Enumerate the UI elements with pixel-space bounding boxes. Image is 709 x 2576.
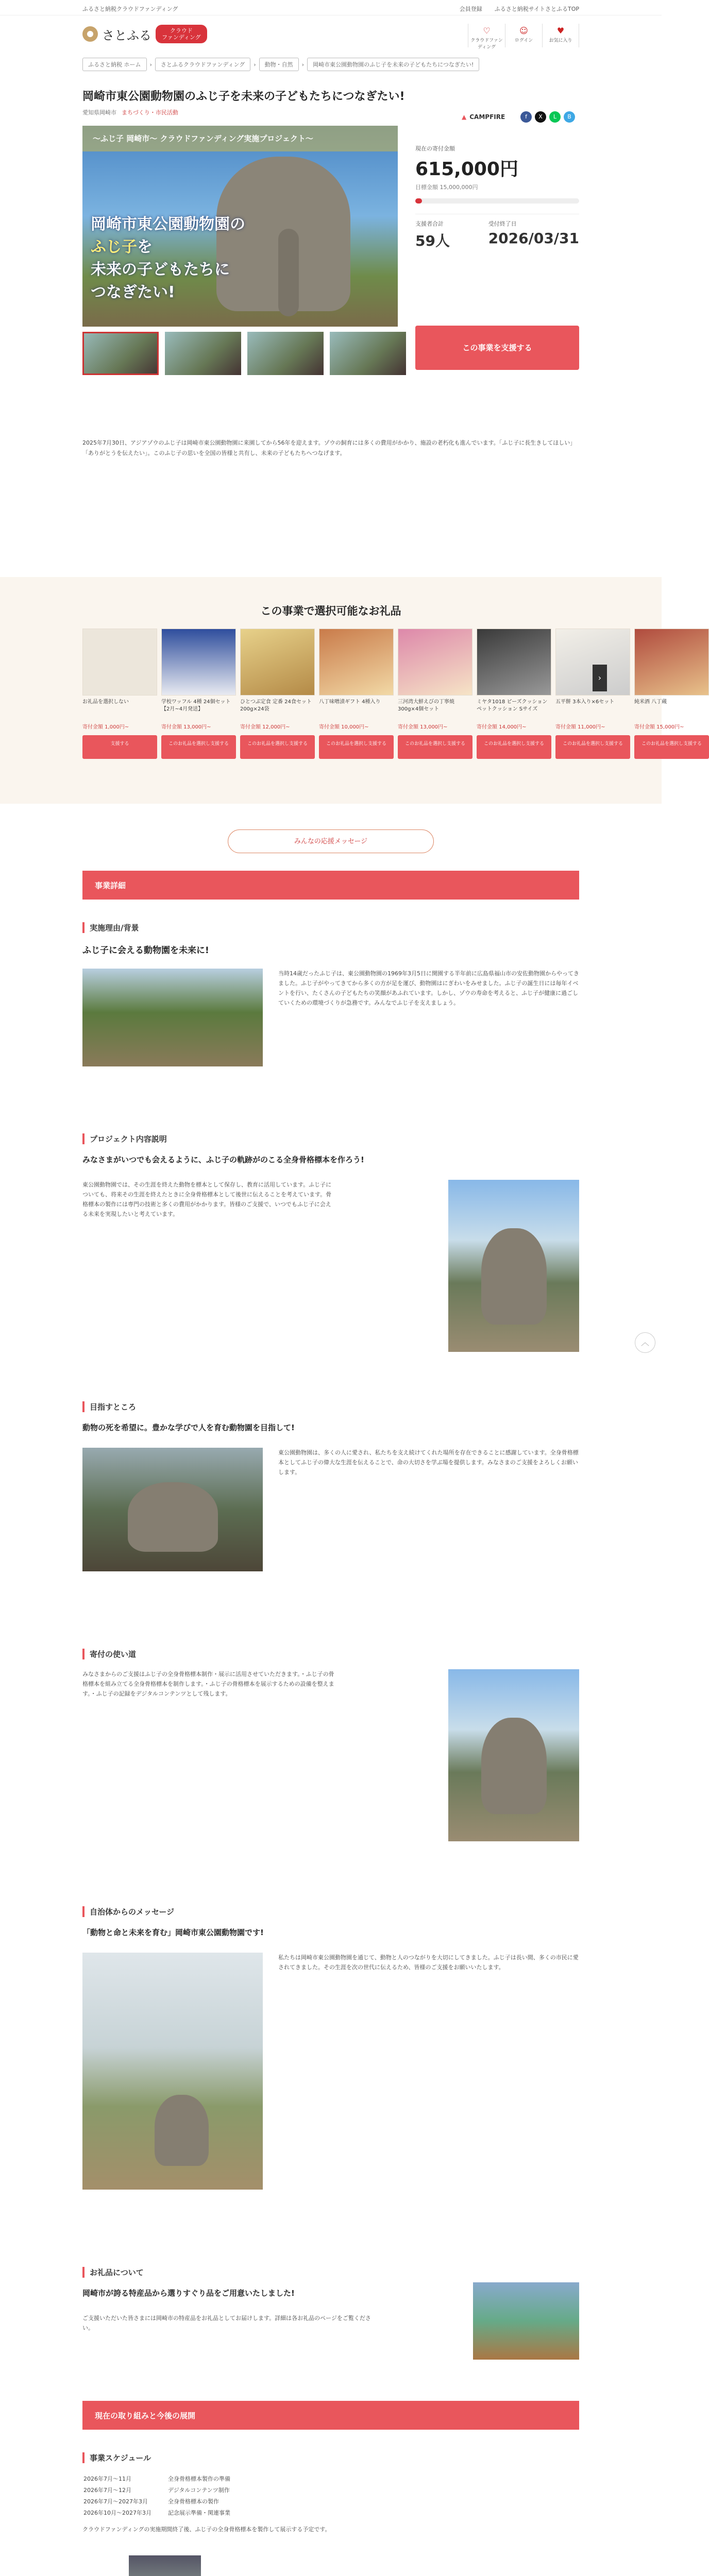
gift-price: 寄付金額 10,000円~	[319, 724, 369, 730]
page-title: 岡崎市東公園動物園のふじ子を未来の子どもたちにつなぎたい!	[82, 90, 405, 103]
schedule-date: 2026年7月～11月	[83, 2476, 131, 2482]
hero-caption	[91, 213, 245, 304]
nav-favorites[interactable]	[542, 24, 579, 47]
schedule-date: 2026年10月～2027年3月	[83, 2510, 151, 2516]
site-logo[interactable]	[82, 25, 207, 43]
category-tag[interactable]: まちづくり・市民活動	[122, 109, 178, 116]
gift-list	[82, 629, 709, 759]
gift-select-button[interactable]: このお礼品を選択し支援する	[477, 735, 551, 759]
gift-select-button[interactable]: このお礼品を選択し支援する	[398, 735, 472, 759]
platform-name: CAMPFIRE	[469, 113, 505, 121]
deadline-date: 2026/03/31	[488, 230, 579, 247]
schedule-photo	[129, 2555, 201, 2576]
gift-next-arrow[interactable]: ›	[593, 665, 607, 691]
gift-select-button[interactable]: このお礼品を選択し支援する	[161, 735, 236, 759]
hero-thumbnails	[82, 332, 406, 375]
hero-name: ふじ子	[91, 238, 137, 256]
satofull-top-link[interactable]: ふるさと納税サイトさとふるTOP	[494, 6, 579, 12]
hero-banner-text: 〜ふじ子 岡崎市〜 クラウドファンディング実施プロジェクト〜	[82, 126, 398, 151]
supporters-label: 支援者合計	[415, 221, 444, 227]
gift-price: 寄付金額 14,000円~	[477, 724, 527, 730]
elephant-photo-2	[448, 1669, 579, 1841]
breadcrumb-current: 岡崎市東公園動物園のふじ子を未来の子どもたちにつなぎたい!	[307, 58, 479, 71]
gift-card[interactable]	[319, 629, 394, 759]
badge-line2: ファンディング	[162, 34, 201, 41]
gift-card[interactable]	[398, 629, 472, 759]
fire-icon: ▲	[462, 113, 467, 121]
nav-crowdfunding[interactable]	[468, 24, 505, 50]
project-intro-text: 2025年7月30日、アジアゾウのふじ子は岡崎市東公園動物園に来園してから56年を迎えます。ゾウの飼育には多くの費用がかかり、施設の老朽化も進んでいます。「ふじ子に長生きしてほしい」「ありがとうを伝えたい」。このふじ子の思いを全国の皆様と共有し、未来の子どもたちへつなげます。	[82, 439, 576, 456]
scroll-top-icon[interactable]: ︿	[635, 1332, 655, 1353]
gift-price: 寄付金額 12,000円~	[240, 724, 290, 730]
gift-name: 八丁味噌漬ギフト 4種入り	[319, 699, 381, 705]
nav-login-label: ログイン	[514, 38, 533, 43]
nav-login[interactable]	[505, 24, 542, 47]
municipality-link[interactable]: 愛知県岡崎市	[82, 109, 116, 116]
goal-photo	[82, 1448, 263, 1571]
mayor-heading: 自治体からのメッセージ	[82, 1906, 174, 1917]
logo-mark-icon	[82, 26, 98, 42]
schedule-item: 記念展示準備・関連事業	[167, 2510, 230, 2516]
topbar-site-name: ふるさと納税クラウドファンディング	[82, 6, 178, 12]
nav-favorites-label: お気に入り	[549, 38, 572, 43]
site-header	[0, 15, 662, 57]
gift-price: 寄付金額 1,000円~	[82, 724, 129, 730]
share-buttons	[520, 111, 575, 123]
gift-title: 岡崎市が誇る特産品から選りすぐり品をご用意いたしました!	[82, 2289, 295, 2298]
hero-image	[82, 126, 398, 327]
gift-card[interactable]	[82, 629, 157, 759]
background-photo	[82, 969, 263, 1066]
messages-button[interactable]: みんなの応援メッセージ	[228, 829, 434, 853]
mayor-text: 私たちは岡崎市東公園動物園を通じて、動物と人のつながりを大切にしてきました。ふじ子は長い間、多くの市民に愛されてきました。その生涯を次の世代に伝えるため、皆様のご支援をお願いいたします。	[278, 1954, 579, 1971]
progress-bar	[415, 198, 579, 204]
use-text: みなさまからのご支援はふじ子の全身骨格標本制作・展示に活用させていただきます。・ふじ子の骨格標本を組み立てる全身骨格標本を制作します。・ふじ子の骨格標本を展示するための設備を整えます。・ふじ子の記録をデジタルコンテンツとして残します。	[82, 1671, 334, 1697]
header-nav	[468, 24, 579, 50]
project-title: みなさまがいつでも会えるように、ふじ子の軌跡がのこる全身骨格標本を作ろう!	[82, 1155, 364, 1164]
project-text: 東公園動物園では、その生涯を終えた動物を標本として保存し、教育に活用しています。ふじ子についても、将来その生涯を終えたときに全身骨格標本として後世に伝えることを考えています。骨格標本の製作には専門の技術と多くの費用がかかります。皆様のご支援で、いつでもふじ子に会える未来を実現したいと考えています。	[82, 1181, 332, 1217]
breadcrumb-category[interactable]: 動物・自然	[259, 58, 299, 71]
star-icon: ♥	[556, 26, 565, 36]
crowdfunding-badge	[156, 25, 207, 43]
gift-image[interactable]	[82, 629, 157, 696]
goal-text: 東公園動物園は、多くの人に愛され、私たちを支え続けてくれた場所を存在できることに感謝しています。全身骨格標本としてふじ子の偉大な生涯を伝えることで、命の大切さを学ぶ場を提供します。みなさまのご支援をよろしくお願いします。	[278, 1449, 579, 1476]
goal-heading: 目指すところ	[82, 1401, 136, 1412]
current-amount: 615,000円	[415, 159, 518, 180]
gift-price: 寄付金額 11,000円~	[555, 724, 605, 730]
gift-card[interactable]	[555, 629, 630, 759]
breadcrumb-crowdfunding[interactable]: さとふるクラウドファンディング	[155, 58, 250, 71]
mayor-photo	[82, 1953, 263, 2190]
gift-image[interactable]	[477, 629, 551, 696]
nav-crowdfunding-label: クラウドファンディング	[470, 38, 503, 50]
gift-photo	[473, 2282, 579, 2360]
gift-text: ご支援いただいた皆さまには岡崎市の特産品をお礼品としてお届けします。詳細は各お礼品のページをご覧ください。	[82, 2315, 371, 2331]
top-utility-bar	[0, 0, 662, 15]
project-heading: プロジェクト内容説明	[82, 1133, 167, 1144]
gift-name: 純米酒 八丁蔵	[634, 699, 667, 705]
background-text: 当時14歳だったふじ子は、東公園動物園の1969年3月5日に開園する半年前に広島県福山市の安佐動物園からやってきました。ふじ子がやってきてから多くの方が足を運び、動物園はにぎわいをみせました。ふじ子の誕生日には毎年イベントを行い、たくさんの子どもたちの笑顔があふれています。しかし、ゾウの寿命を考えると、ふじ子が健康に過ごしていくための環境づくりが急務です。みんなでふじ子を支えましょう。	[278, 970, 579, 1006]
schedule-note: クラウドファンディングの実施期間終了後、ふじ子の全身骨格標本を製作して展示する予定です。	[82, 2526, 331, 2533]
line-icon[interactable]: L	[549, 111, 561, 123]
use-heading: 寄付の使い道	[82, 1649, 136, 1659]
gift-heading: お礼品について	[82, 2267, 144, 2278]
mayor-title: 「動物と命と未来を育む」岡崎市東公園動物園です!	[82, 1928, 264, 1937]
gift-name: 学校ワッフル 4種 24個セット【2月~4月発送】	[161, 699, 231, 712]
gift-card[interactable]	[477, 629, 551, 759]
thumbnail-3[interactable]	[247, 332, 324, 375]
gift-image[interactable]	[319, 629, 394, 696]
gift-name: ミヤタ1018 ピーズクッション ペットクッション Sサイズ	[477, 699, 548, 712]
gift-image[interactable]	[240, 629, 315, 696]
hatena-icon[interactable]: B	[564, 111, 575, 123]
status-header: 現在の取り組みと今後の展開	[82, 2401, 579, 2430]
heart-icon: ♡	[483, 26, 491, 36]
elephant-photo-1	[448, 1180, 579, 1352]
gift-price: 寄付金額 13,000円~	[398, 724, 448, 730]
schedule-date: 2026年7月～2027年3月	[83, 2498, 148, 2505]
deadline-label: 受付終了日	[488, 221, 517, 227]
breadcrumb: ふるさと納税 ホーム › さとふるクラウドファンディング › 動物・自然 › 岡崎市東公園動物園のふじ子を未来の子どもたちにつなぎたい!	[82, 58, 479, 71]
project-meta	[82, 108, 178, 116]
gift-select-button[interactable]: このお礼品を選択し支援する	[240, 735, 315, 759]
gift-name: ひとつぶ定食 定番 24食セット 200g×24袋	[240, 699, 312, 712]
gift-card[interactable]	[634, 629, 709, 759]
gift-image[interactable]	[161, 629, 236, 696]
hero-line4: つなぎたい!	[91, 283, 175, 301]
gift-image[interactable]	[398, 629, 472, 696]
gift-image[interactable]	[634, 629, 709, 696]
gift-card[interactable]	[240, 629, 315, 759]
x-icon[interactable]: X	[535, 111, 546, 123]
schedule-table	[82, 2473, 247, 2519]
thumbnail-2[interactable]	[165, 332, 241, 375]
hero-line2: を	[137, 238, 153, 256]
funding-stats	[415, 144, 579, 250]
gift-name: 五平餅 3本入り×6セット	[555, 699, 615, 705]
gifts-section-title: この事業で選択可能なお礼品	[260, 605, 401, 617]
gift-price: 寄付金額 15,000円~	[634, 724, 684, 730]
schedule-item: デジタルコンテンツ制作	[167, 2487, 230, 2494]
register-link[interactable]: 会員登録	[459, 6, 482, 12]
background-heading: 実施理由/背景	[82, 922, 139, 933]
progress-fill	[415, 198, 422, 204]
badge-line1: クラウド	[170, 27, 193, 34]
support-button[interactable]: この事業を支援する	[415, 326, 579, 370]
current-amount-label: 現在の寄付金額	[415, 145, 455, 152]
user-icon: ☺	[519, 26, 528, 36]
supporters-count: 59人	[415, 232, 450, 249]
thumbnail-4[interactable]	[330, 332, 406, 375]
schedule-item: 全身骨格標本製作の準備	[167, 2476, 230, 2482]
background-title: ふじ子に会える動物園を未来に!	[82, 945, 209, 956]
thumbnail-1[interactable]	[82, 332, 159, 375]
gift-name: 三河湾大鮮えびの丁寧焼 300g×4個セット	[398, 699, 454, 712]
schedule-item: 全身骨格標本の製作	[167, 2498, 219, 2505]
gift-price: 寄付金額 13,000円~	[161, 724, 211, 730]
schedule-heading: 事業スケジュール	[82, 2452, 151, 2463]
gift-select-button[interactable]: このお礼品を選択し支援する	[555, 735, 630, 759]
gift-select-button[interactable]: このお礼品を選択し支援する	[319, 735, 394, 759]
schedule-date: 2026年7月～12月	[83, 2487, 131, 2494]
gift-select-button[interactable]: 支援する	[82, 735, 157, 759]
gift-name: お礼品を選択しない	[82, 699, 129, 705]
facebook-icon[interactable]: f	[520, 111, 532, 123]
hero-line1: 岡崎市東公園動物園の	[91, 215, 245, 233]
goal-amount: 目標金額 15,000,000円	[415, 184, 478, 191]
hero-line3: 未来の子どもたちに	[91, 261, 230, 279]
goal-title: 動物の死を希望に。豊かな学びで人を育む動物園を目指して!	[82, 1423, 295, 1432]
elephant-trunk	[278, 229, 299, 316]
details-header: 事業詳細	[82, 871, 579, 900]
platform-label	[462, 113, 505, 121]
logo-text: さとふる	[102, 28, 151, 43]
breadcrumb-home[interactable]: ふるさと納税 ホーム	[82, 58, 147, 71]
gift-select-button[interactable]: このお礼品を選択し支援する	[634, 735, 709, 759]
gift-card[interactable]	[161, 629, 236, 759]
